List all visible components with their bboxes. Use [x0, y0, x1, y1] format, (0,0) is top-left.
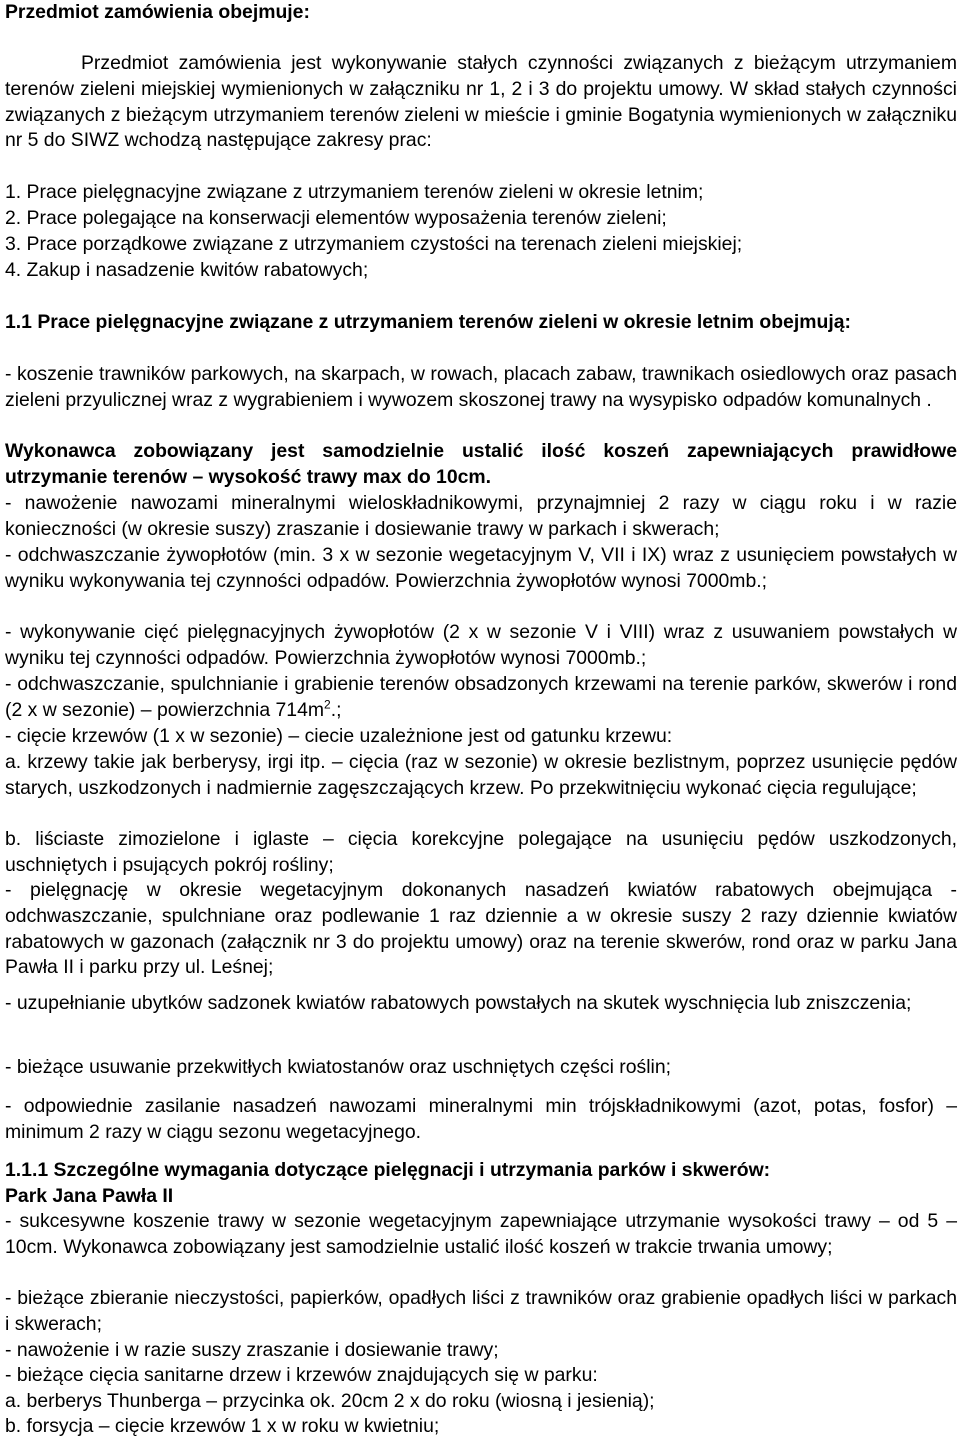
section-1-1-1-title: 1.1.1 Szczególne wymagania dotyczące pielęgnacji i utrzymania parków i skwerów:	[5, 1159, 771, 1181]
deadheading-paragraph: - bieżące usuwanie przekwitłych kwiatostanów oraz uschniętych części roślin;	[5, 1056, 672, 1078]
park-item-a: a. berberys Thunberga – przycinka ok. 20cm 2 x do roku (wiosną i jesienią);	[5, 1390, 655, 1412]
park-item-fertilize: - nawożenie i w razie suszy zraszanie i dosiewanie trawy;	[5, 1339, 499, 1361]
scope-list-item: 1. Prace pielęgnacyjne związane z utrzymaniem terenów zieleni w okresie letnim;	[5, 181, 704, 203]
shrub-pruning-paragraph: - cięcie krzewów (1 x w sezonie) – ciecie uzależnione jest od gatunku krzewu:	[5, 725, 673, 747]
park-item-sanitary: - bieżące cięcia sanitarne drzew i krzewów znajdujących się w parku:	[5, 1364, 598, 1386]
feeding-paragraph: - odpowiednie zasilanie nasadzeń nawozami mineralnymi min trójskładnikowymi (azot, potas, fosfor) – minimum 2 razy w ciągu sezonu wegetacyjnego.	[5, 1095, 957, 1143]
fertilizing-paragraph: - nawożenie nawozami mineralnymi wieloskładnikowymi, przynajmniej 2 razy w ciągu roku i w razie konieczności (w okresie suszy) zraszanie i dosiewanie trawy w parkach i skwerach;	[5, 492, 957, 540]
park-name: Park Jana Pawła II	[5, 1185, 174, 1207]
shrub-beds-text: - odchwaszczanie, spulchnianie i grabienie terenów obsadzonych krzewami na terenie parków, skwerów i rond (2 x w sezonie) – powierzchnia 714m	[5, 673, 957, 721]
mowing-paragraph: - koszenie trawników parkowych, na skarpach, w rowach, placach zabaw, trawnikach osiedlowych oraz pasach zieleni przyulicznej wraz z wygrabieniem i wywozem skoszonej trawy na wysypisko odpadów komunalnych .	[5, 363, 957, 411]
section-1-1-title: 1.1 Prace pielęgnacyjne związane z utrzymaniem terenów zieleni w okresie letnim obejmują:	[5, 311, 851, 333]
scope-list-item: 2. Prace polegające na konserwacji elementów wyposażenia terenów zieleni;	[5, 207, 667, 229]
area-unit-superscript: 2	[324, 697, 331, 712]
hedge-weeding-paragraph: - odchwaszczanie żywopłotów (min. 3 x w sezonie wegetacyjnym V, VII i IX) wraz z usunięciem powstałych w wyniku wykonywania tej czynności odpadów. Powierzchnia żywopłotów wynosi 7000mb.;	[5, 544, 957, 592]
pruning-item-a: a. krzewy takie jak berberysy, irgi itp. – cięcia (raz w sezonie) w okresie bezlistnym, poprzez usunięcie pędów starych, uszkodzonych i nadmiernie zagęszczających krzew. Po przekwitnięciu wykonać cięcia regulujące;	[5, 751, 957, 799]
shrub-beds-end: .;	[330, 698, 342, 721]
mowing-note: Wykonawca zobowiązany jest samodzielnie ustalić ilość koszeń zapewniających prawidłowe utrzymanie terenów – wysokość trawy max do 10cm.	[5, 440, 957, 488]
park-item-b: b. forsycja – cięcie krzewów 1 x w roku w kwietniu;	[5, 1415, 440, 1437]
scope-list-item: 4. Zakup i nasadzenie kwitów rabatowych;	[5, 259, 369, 281]
flower-care-paragraph: - pielęgnację w okresie wegetacyjnym dokonanych nasadzeń kwiatów rabatowych obejmująca - odchwaszczanie, spulchniane oraz podlewanie 1 raz dziennie a w okresie suszy 2 razy dziennie kwiatów rabatowych w gazonach (załącznik nr 3 do projektu umowy) oraz na terenie skwerów, rond oraz w parku Jana Pawła II i parku przy ul. Leśnej;	[5, 879, 957, 979]
shrub-beds-paragraph	[5, 672, 957, 724]
replenish-paragraph: - uzupełnianie ubytków sadzonek kwiatów rabatowych powstałych na skutek wyschnięcia lub zniszczenia;	[5, 992, 912, 1014]
park-item-mowing: - sukcesywne koszenie trawy w sezonie wegetacyjnym zapewniające utrzymanie wysokości trawy – od 5 – 10cm. Wykonawca zobowiązany jest samodzielnie ustalić ilość koszeń w trakcie trwania umowy;	[5, 1210, 957, 1258]
document-heading: Przedmiot zamówienia obejmuje:	[5, 1, 310, 23]
park-item-litter: - bieżące zbieranie nieczystości, papierków, opadłych liści z trawników oraz grabienie opadłych liści w parkach i skwerach;	[5, 1287, 957, 1335]
scope-list-item: 3. Prace porządkowe związane z utrzymaniem czystości na terenach zieleni miejskiej;	[5, 233, 743, 255]
intro-paragraph: Przedmiot zamówienia jest wykonywanie stałych czynności związanych z bieżącym utrzymaniem terenów zieleni miejskiej wymienionych w załączniku nr 1, 2 i 3 do projektu umowy. W skład stałych czynności związanych z bieżącym utrzymaniem terenów zieleni w mieście i gminie Bogatynia wymienionych w załączniku nr 5 do SIWZ wchodzą następujące zakresy prac:	[5, 52, 957, 152]
pruning-item-b: b. liściaste zimozielone i iglaste – cięcia korekcyjne polegające na usunięciu pędów uszkodzonych, uschniętych i psujących pokrój rośliny;	[5, 828, 957, 876]
hedge-cutting-paragraph: - wykonywanie cięć pielęgnacyjnych żywopłotów (2 x w sezonie V i VIII) wraz z usuwaniem powstałych w wyniku tej czynności odpadów. Powierzchnia żywopłotów wynosi 7000mb.;	[5, 621, 957, 669]
